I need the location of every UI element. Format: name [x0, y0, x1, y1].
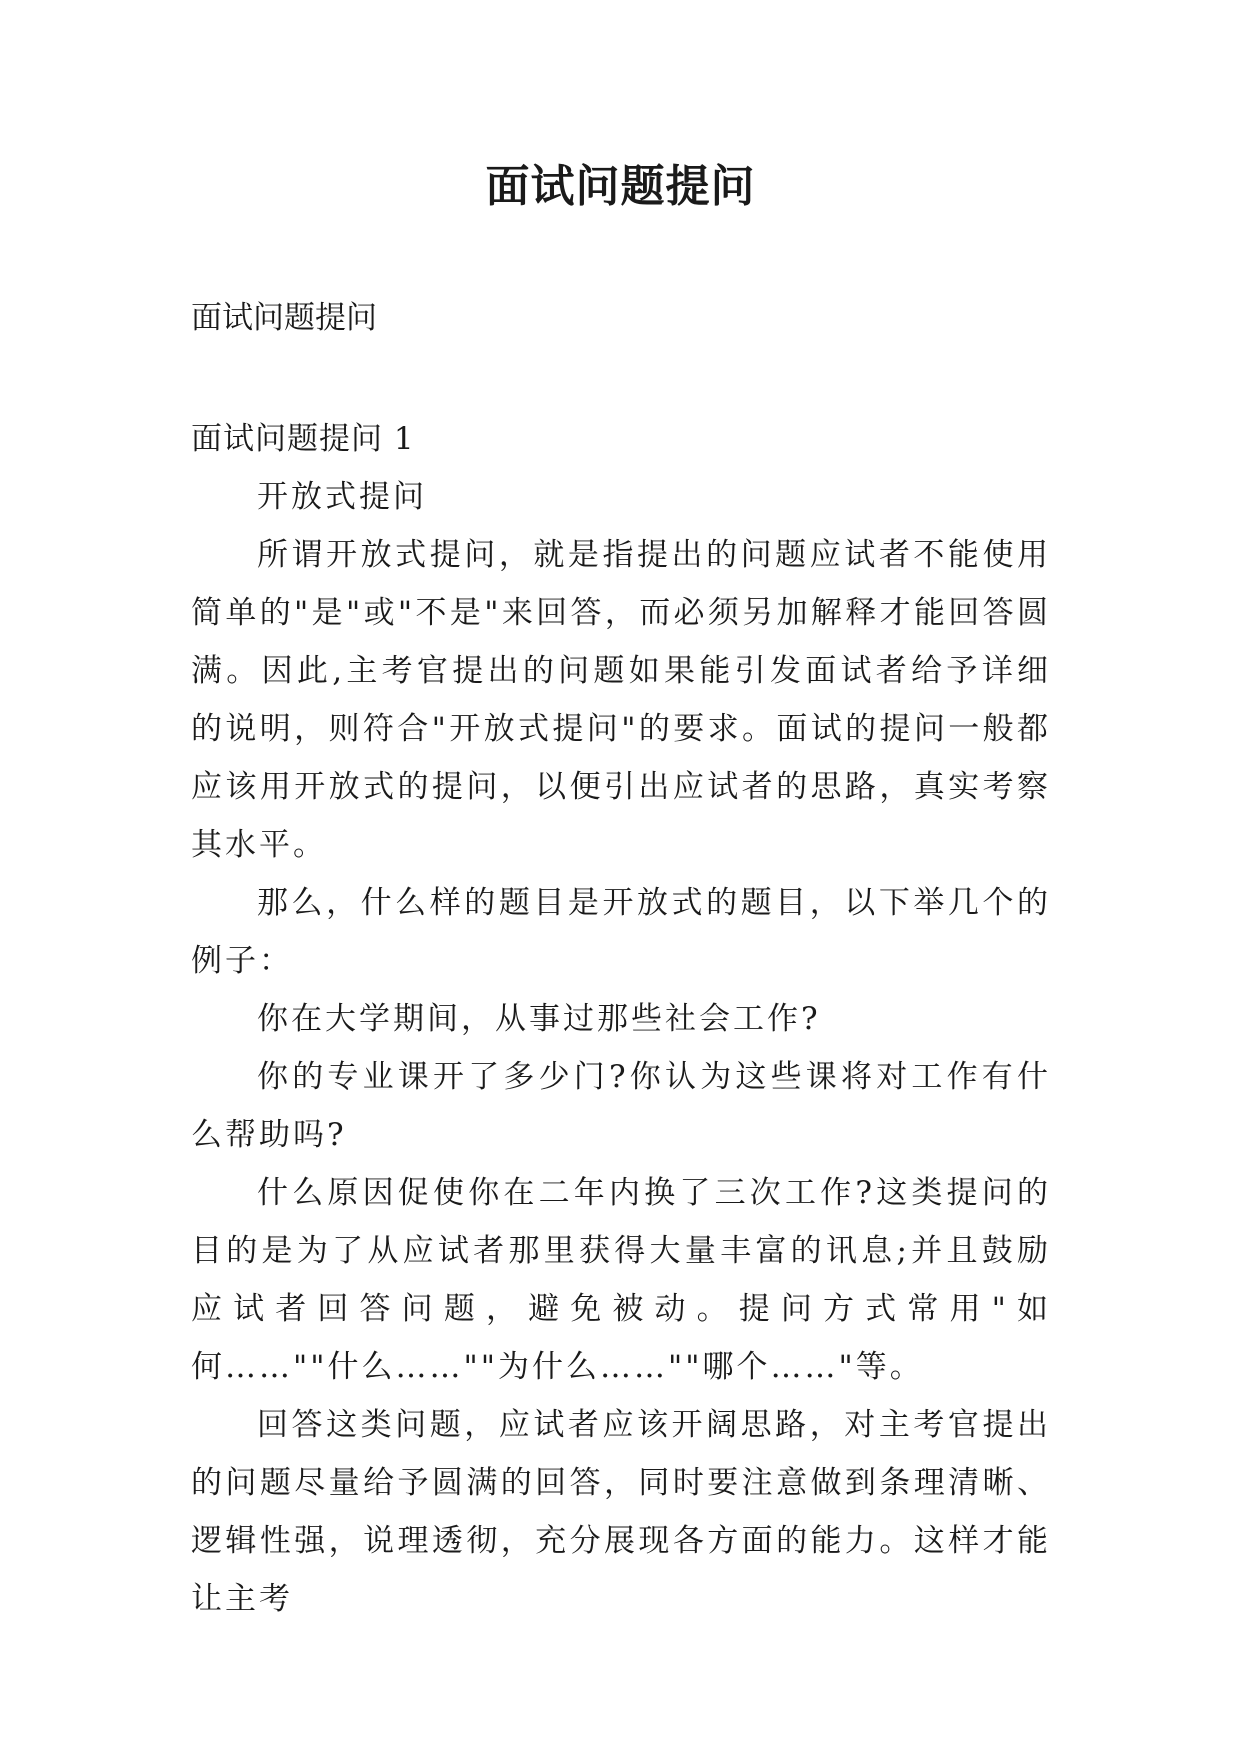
paragraph: 什么原因促使你在二年内换了三次工作?这类提问的目的是为了从应试者那里获得大量丰富的讯息;并且鼓励应试者回答问题，避免被动。提问方式常用"如何……""什么……""为什么……""哪个……"等。 [191, 1175, 1051, 1385]
paragraph: 回答这类问题，应试者应该开阔思路，对主考官提出的问题尽量给予圆满的回答，同时要注意做到条理清晰、逻辑性强，说理透彻，充分展现各方面的能力。这样才能让主考 [191, 1407, 1051, 1617]
paragraph: 所谓开放式提问，就是指提出的问题应试者不能使用简单的"是"或"不是"来回答，而必须另加解释才能回答圆满。因此,主考官提出的问题如果能引发面试者给予详细的说明，则符合"开放式提问"的要求。面试的提问一般都应该用开放式的提问，以便引出应试者的思路，真实考察其水平。 [191, 537, 1051, 863]
document-body [191, 421, 1051, 1628]
paragraph: 那么，什么样的题目是开放式的题目，以下举几个的例子： [191, 885, 1051, 979]
section-heading: 面试问题提问 1 [191, 421, 415, 457]
paragraph-heading: 开放式提问 [257, 479, 427, 515]
document-subtitle: 面试问题提问 [191, 300, 377, 336]
document-title: 面试问题提问 [485, 161, 756, 212]
paragraph: 你的专业课开了多少门?你认为这些课将对工作有什么帮助吗? [191, 1059, 1051, 1153]
paragraph: 你在大学期间，从事过那些社会工作? [257, 1001, 821, 1037]
